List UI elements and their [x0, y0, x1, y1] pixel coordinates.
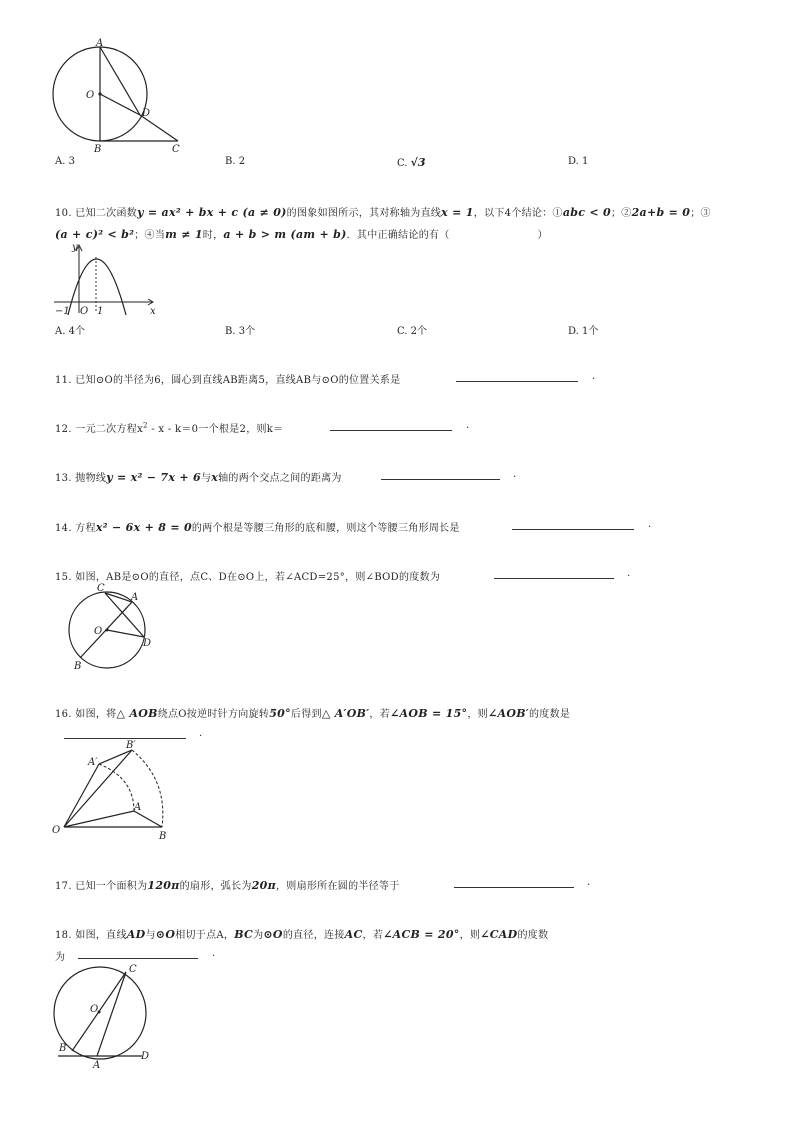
q10-option-a: A. 4个	[55, 326, 85, 337]
q9-figure	[40, 36, 200, 156]
q18-label-c: C	[129, 964, 137, 975]
q18-label-o: O	[90, 1004, 99, 1015]
q16-label-a: A	[134, 802, 142, 813]
q16-end: .	[199, 728, 203, 739]
q10-axis-y: y	[72, 242, 78, 253]
q18-line-1: 18. 如图，直线AD与⊙O相切于点A，BC为⊙O的直径，连接AC，若∠ACB = 20°，则∠CAD的度数	[55, 928, 549, 941]
q10-option-d: D. 1个	[568, 326, 599, 337]
q18-label-a: A	[93, 1060, 101, 1071]
q13-end: .	[513, 469, 517, 480]
q11-line: 11. 已知⊙O的半径为6，圆心到直线AB距离5，直线AB与⊙O的位置关系是	[55, 375, 401, 386]
q15-label-b: B	[74, 661, 82, 672]
q14-end: .	[648, 519, 652, 530]
q10-tick-neg1: −1	[55, 306, 70, 317]
q11-end: .	[592, 371, 596, 382]
q9-label-o: O	[86, 90, 95, 101]
q15-figure	[60, 580, 170, 675]
q15-label-c: C	[97, 583, 105, 594]
q17-line: 17. 已知一个面积为120π的扇形，弧长为20π，则扇形所在圆的半径等于	[55, 879, 400, 892]
q16-line: 16. 如图，将△ AOB绕点O按逆时针方向旋转50°后得到△ A′OB′，若∠AOB = 15°，则∠AOB′的度数是	[55, 707, 571, 720]
q9-option-c-math: √3	[410, 156, 426, 169]
q9-label-d: D	[142, 108, 151, 119]
q10-line-1: 10. 已知二次函数y = ax² + bx + c (a ≠ 0)的图象如图所示，其对称轴为直线x = 1，以下4个结论：①abc < 0；②2a+b = 0；③	[55, 206, 711, 219]
q10-tick-1: 1	[97, 306, 104, 317]
q10-axis-x: x	[150, 306, 156, 317]
q16-figure	[50, 738, 180, 843]
q13-line: 13. 抛物线y = x² − 7x + 6与x轴的两个交点之间的距离为	[55, 471, 342, 484]
q12-answer-blank[interactable]	[330, 420, 452, 431]
q9-label-c: C	[172, 144, 180, 155]
q9-label-a: A	[96, 38, 104, 49]
q15-answer-blank[interactable]	[494, 568, 614, 579]
q10-option-b: B. 3个	[225, 326, 256, 337]
q18-end: .	[212, 948, 216, 959]
q13-answer-blank[interactable]	[381, 469, 500, 480]
q10-line-2: (a + c)² < b²；④当m ≠ 1时，a + b > m (am + b)．其中正确结论的有（ ）	[55, 228, 548, 241]
q15-label-o: O	[94, 626, 103, 637]
q15-end: .	[627, 568, 631, 579]
q12-end: .	[466, 420, 470, 431]
q9-option-a: A. 3	[55, 156, 75, 167]
q18-label-d: D	[141, 1051, 150, 1062]
q11-answer-blank[interactable]	[456, 371, 578, 382]
q10-option-c: C. 2个	[397, 326, 428, 337]
q12-line: 12. 一元二次方程$x^2 - x - k=0$一个根是2，则k＝	[55, 421, 284, 435]
q9-option-d: D. 1	[568, 156, 589, 167]
q14-answer-blank[interactable]	[512, 519, 634, 530]
q18-label-b: B	[59, 1043, 67, 1054]
q16-label-aprime: A′	[88, 757, 98, 768]
q18-line-2: 为	[55, 952, 66, 963]
q18-figure	[50, 958, 160, 1073]
q10-origin: O	[80, 306, 89, 317]
q15-line: 15. 如图，AB是⊙O的直径，点C、D在⊙O上，若∠ACD=25°，则∠BOD的度数为	[55, 572, 441, 583]
q16-label-b: B	[159, 831, 167, 842]
q17-answer-blank[interactable]	[454, 877, 574, 888]
q14-line: 14. 方程x² − 6x + 8 = 0的两个根是等腰三角形的底和腰，则这个等腰三角形周长是	[55, 521, 460, 534]
q9-option-c: C. √3	[397, 156, 426, 169]
q15-label-a: A	[131, 592, 139, 603]
q15-label-d: D	[143, 638, 152, 649]
q10-parabola-figure	[52, 243, 162, 318]
q16-label-bprime: B′	[126, 740, 136, 751]
q17-end: .	[587, 877, 591, 888]
q9-option-b: B. 2	[225, 156, 246, 167]
q9-label-b: B	[94, 144, 102, 155]
q16-label-o: O	[52, 825, 61, 836]
